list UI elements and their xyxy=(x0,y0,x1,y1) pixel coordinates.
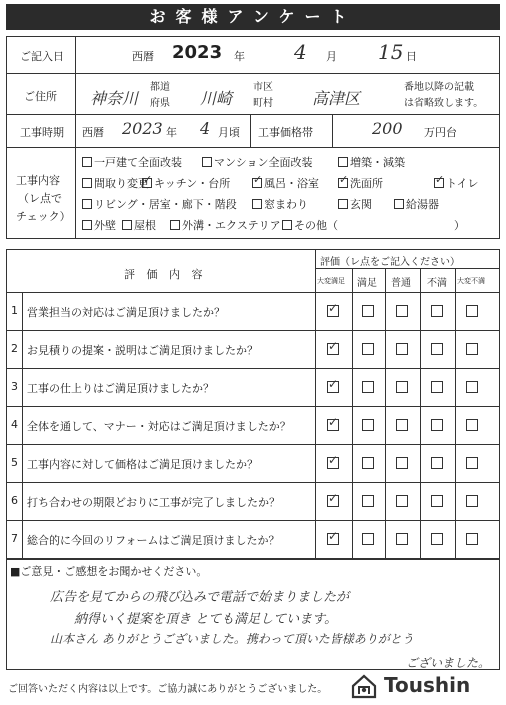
rating-checkbox[interactable] xyxy=(431,381,443,393)
question-3-number: 3 xyxy=(11,380,18,393)
work-item[interactable]: ✓ 洗面所 xyxy=(338,175,383,191)
brand-name: Toushin xyxy=(384,673,471,697)
work-item[interactable]: 外溝・エクステリア xyxy=(170,217,281,233)
work-content-label-1: 工事内容 xyxy=(16,174,60,187)
scale-neutral: 普通 xyxy=(391,278,411,289)
rating-checkbox[interactable] xyxy=(466,381,478,393)
rating-checkbox[interactable] xyxy=(396,343,408,355)
checkbox-checked[interactable] xyxy=(338,178,348,188)
address-city: 川崎 xyxy=(200,89,233,108)
question-6-number: 6 xyxy=(11,494,18,507)
period-month: 4 xyxy=(200,119,211,138)
address-ward: 高津区 xyxy=(312,89,361,108)
rating-checkbox[interactable] xyxy=(431,343,443,355)
checkbox[interactable] xyxy=(338,199,348,209)
scale-very-satisfied: 大変満足 xyxy=(317,277,345,285)
rating-checkbox[interactable] xyxy=(466,305,478,317)
rating-checkbox[interactable] xyxy=(431,419,443,431)
comments-label: ■ご意見・ご感想をお聞かせください。 xyxy=(10,565,208,578)
pref-unit-bottom: 府県 xyxy=(150,98,170,109)
checkbox[interactable] xyxy=(82,199,92,209)
question-7-text: 総合的に今回のリフォームはご満足頂けましたか？ xyxy=(27,534,280,547)
date-label: ご記入日 xyxy=(20,50,64,63)
evaluation-table xyxy=(6,249,500,559)
rating-checkbox[interactable] xyxy=(362,457,374,469)
rating-checkbox[interactable] xyxy=(431,305,443,317)
comment-line-3: 山本さん ありがとうございました。携わって頂いた皆様ありがとう xyxy=(50,632,414,646)
period-year-unit: 年 xyxy=(166,126,177,139)
pref-unit-top: 都道 xyxy=(150,82,170,93)
question-4-text: 全体を通して、マナー・対応はご満足頂けましたか？ xyxy=(27,420,291,433)
scale-very-unsatisfied: 大変不満 xyxy=(457,277,485,285)
checkbox-checked[interactable] xyxy=(142,178,152,188)
rating-checkbox[interactable] xyxy=(362,343,374,355)
question-1-number: 1 xyxy=(11,304,18,317)
address-note-1: 番地以降の記載 xyxy=(404,82,474,93)
city-unit-top: 市区 xyxy=(253,82,273,93)
rating-checkbox[interactable] xyxy=(362,419,374,431)
rating-checkbox[interactable] xyxy=(396,419,408,431)
rating-checkbox[interactable] xyxy=(466,457,478,469)
checkbox[interactable] xyxy=(338,157,348,167)
work-item[interactable]: ✓ 風呂・浴室 xyxy=(252,175,319,191)
question-4-number: 4 xyxy=(11,418,18,431)
rating-checkbox[interactable] xyxy=(362,381,374,393)
address-note-2: は省略致します。 xyxy=(404,98,484,109)
rating-checkbox-checked[interactable] xyxy=(327,381,339,393)
price-label: 工事価格帯 xyxy=(258,126,313,139)
evaluation-content-header: 評 価 内 容 xyxy=(124,268,207,281)
rating-checkbox[interactable] xyxy=(466,533,478,545)
date-year: 2023 xyxy=(172,42,223,63)
date-year-unit: 年 xyxy=(234,50,245,63)
rating-checkbox[interactable] xyxy=(396,533,408,545)
period-label: 工事時期 xyxy=(20,126,64,139)
rating-checkbox-checked[interactable] xyxy=(327,495,339,507)
work-item[interactable]: 外壁 xyxy=(82,217,116,233)
rating-checkbox-checked[interactable] xyxy=(327,457,339,469)
checkbox[interactable] xyxy=(82,220,92,230)
house-logo-icon xyxy=(350,672,378,700)
rating-checkbox[interactable] xyxy=(362,495,374,507)
brand-logo xyxy=(350,672,490,700)
rating-checkbox[interactable] xyxy=(362,305,374,317)
rating-checkbox[interactable] xyxy=(396,495,408,507)
rating-checkbox[interactable] xyxy=(466,495,478,507)
address-label: ご住所 xyxy=(24,90,57,103)
work-item[interactable]: ✓ トイレ xyxy=(434,175,478,191)
question-6-text: 打ち合わせの期限どおりに工事が完了しましたか？ xyxy=(27,496,280,509)
work-item[interactable]: ✓ キッチン・台所 xyxy=(142,175,230,191)
work-item[interactable]: マンション全面改装 xyxy=(202,154,313,170)
rating-checkbox[interactable] xyxy=(362,533,374,545)
date-day-unit: 日 xyxy=(406,50,417,63)
rating-checkbox[interactable] xyxy=(396,457,408,469)
rating-checkbox[interactable] xyxy=(431,495,443,507)
work-item[interactable]: 間取り変更 xyxy=(82,175,149,191)
scale-unsatisfied: 不満 xyxy=(427,278,447,289)
rating-header: 評価（レ点をご記入ください） xyxy=(320,257,460,268)
work-item[interactable]: 玄関 xyxy=(338,196,372,212)
work-item[interactable]: 窓まわり xyxy=(252,196,308,212)
rating-checkbox[interactable] xyxy=(396,305,408,317)
comment-line-1: 広告を見てからの飛び込みで電話で始まりましたが xyxy=(50,590,350,605)
address-prefecture: 神奈川 xyxy=(90,89,139,108)
checkbox[interactable] xyxy=(282,220,292,230)
work-item[interactable]: 屋根 xyxy=(122,217,156,233)
checkbox-checked[interactable] xyxy=(434,178,444,188)
work-item[interactable]: 給湯器 xyxy=(394,196,439,212)
rating-checkbox-checked[interactable] xyxy=(327,533,339,545)
work-content-label-2: （レ点で xyxy=(18,192,62,205)
question-2-text: お見積りの提案・説明はご満足頂けましたか？ xyxy=(27,344,258,357)
rating-checkbox[interactable] xyxy=(431,457,443,469)
work-item-other[interactable]: その他（ xyxy=(282,217,338,233)
period-month-unit: 月頃 xyxy=(218,126,240,139)
price-value: 200 xyxy=(372,119,403,138)
checkbox[interactable] xyxy=(122,220,132,230)
rating-checkbox[interactable] xyxy=(396,381,408,393)
comment-line-4: ございました。 xyxy=(406,656,491,670)
period-era: 西暦 xyxy=(82,126,104,139)
question-2-number: 2 xyxy=(11,342,18,355)
rating-checkbox[interactable] xyxy=(466,343,478,355)
question-1-text: 営業担当の対応はご満足頂けましたか？ xyxy=(27,306,225,319)
footer-thanks: ご回答いただく内容は以上です。ご協力誠にありがとうございました。 xyxy=(8,684,328,695)
question-7-number: 7 xyxy=(11,532,18,545)
date-month-unit: 月 xyxy=(326,50,337,63)
rating-checkbox[interactable] xyxy=(466,419,478,431)
checkbox[interactable] xyxy=(170,220,180,230)
comment-line-2: 納得いく提案を頂き とても満足しています。 xyxy=(74,612,338,627)
checkbox[interactable] xyxy=(202,157,212,167)
work-item[interactable]: 一戸建て全面改装 xyxy=(82,154,182,170)
checkbox-checked[interactable] xyxy=(252,178,262,188)
city-unit-bottom: 町村 xyxy=(253,98,273,109)
question-5-text: 工事内容に対して価格はご満足頂けましたか？ xyxy=(27,458,258,471)
checkbox[interactable] xyxy=(394,199,404,209)
rating-checkbox-checked[interactable] xyxy=(327,343,339,355)
checkbox[interactable] xyxy=(252,199,262,209)
rating-checkbox[interactable] xyxy=(431,533,443,545)
date-day: 15 xyxy=(378,40,404,64)
work-item-other-close: ） xyxy=(454,219,465,232)
period-year: 2023 xyxy=(122,119,163,138)
work-item[interactable]: リビング・居室・廊下・階段 xyxy=(82,196,237,212)
price-unit: 万円台 xyxy=(424,126,457,139)
rating-checkbox-checked[interactable] xyxy=(327,419,339,431)
date-month: 4 xyxy=(294,40,307,64)
date-era: 西暦 xyxy=(132,50,154,63)
question-3-text: 工事の仕上りはご満足頂けましたか？ xyxy=(27,382,214,395)
scale-satisfied: 満足 xyxy=(357,278,377,289)
work-item[interactable]: 増築・減築 xyxy=(338,154,405,170)
checkbox[interactable] xyxy=(82,157,92,167)
rating-checkbox-checked[interactable] xyxy=(327,305,339,317)
survey-title: お客様アンケート xyxy=(6,4,500,30)
checkbox[interactable] xyxy=(82,178,92,188)
work-content-label-3: チェック） xyxy=(16,210,71,223)
question-5-number: 5 xyxy=(11,456,18,469)
